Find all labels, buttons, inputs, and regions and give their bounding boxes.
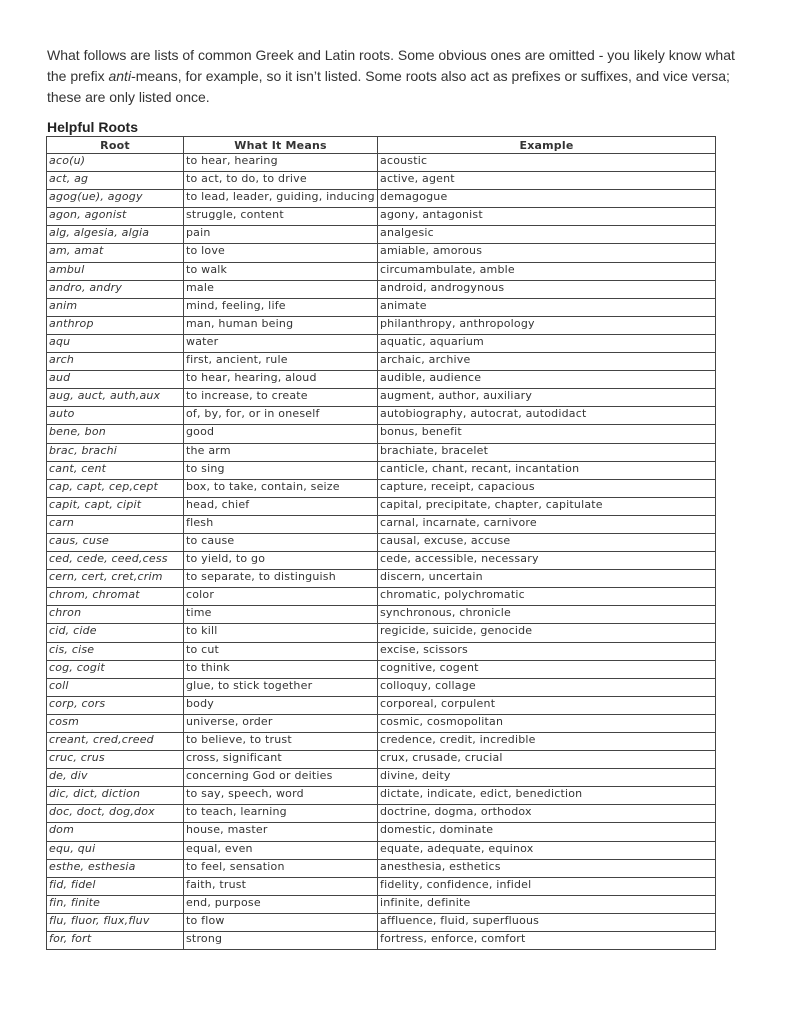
cell-meaning: time [184,606,378,624]
table-row [47,262,716,280]
cell-example: synchronous, chronicle [378,606,716,624]
cell-example: brachiate, bracelet [378,443,716,461]
cell-example: excise, scissors [378,642,716,660]
table-row [47,823,716,841]
table-row [47,859,716,877]
cell-root: de, div [47,769,184,787]
cell-root: act, ag [47,172,184,190]
cell-root: doc, doct, dog,dox [47,805,184,823]
table-row [47,407,716,425]
table-row [47,642,716,660]
cell-meaning: mind, feeling, life [184,298,378,316]
table-row [47,515,716,533]
cell-meaning: to sing [184,461,378,479]
cell-example: audible, audience [378,371,716,389]
table-row [47,190,716,208]
table-row [47,660,716,678]
cell-root: brac, brachi [47,443,184,461]
cell-root: cant, cent [47,461,184,479]
table-row [47,678,716,696]
cell-root: chrom, chromat [47,588,184,606]
table-row [47,479,716,497]
cell-example: equate, adequate, equinox [378,841,716,859]
table-row [47,841,716,859]
cell-meaning: concerning God or deities [184,769,378,787]
cell-example: discern, uncertain [378,570,716,588]
intro-text-continued: -means, for example, so it isn’t listed. Some roots also act as prefixes or suffixes, and vice versa; these are only listed once. [47,68,730,105]
cell-example: bonus, benefit [378,425,716,443]
table-row [47,624,716,642]
cell-meaning: strong [184,932,378,950]
cell-meaning: box, to take, contain, seize [184,479,378,497]
cell-root: flu, fluor, flux,fluv [47,913,184,931]
cell-root: corp, cors [47,696,184,714]
table-header-row [47,137,716,154]
cell-meaning: water [184,334,378,352]
table-row [47,389,716,407]
cell-meaning: equal, even [184,841,378,859]
cell-root: dic, dict, diction [47,787,184,805]
cell-root: cruc, crus [47,751,184,769]
cell-meaning: house, master [184,823,378,841]
cell-root: cosm [47,714,184,732]
cell-meaning: pain [184,226,378,244]
cell-root: arch [47,353,184,371]
cell-meaning: man, human being [184,316,378,334]
cell-example: corporeal, corpulent [378,696,716,714]
cell-meaning: flesh [184,515,378,533]
header-meaning: What It Means [184,137,378,154]
cell-example: analgesic [378,226,716,244]
table-row [47,334,716,352]
cell-example: canticle, chant, recant, incantation [378,461,716,479]
table-row [47,805,716,823]
cell-meaning: to increase, to create [184,389,378,407]
table-row [47,588,716,606]
table-row [47,371,716,389]
cell-root: bene, bon [47,425,184,443]
cell-meaning: to believe, to trust [184,733,378,751]
cell-root: equ, qui [47,841,184,859]
cell-example: credence, credit, incredible [378,733,716,751]
cell-root: agog(ue), agogy [47,190,184,208]
cell-example: cede, accessible, necessary [378,552,716,570]
cell-example: chromatic, polychromatic [378,588,716,606]
cell-root: ambul [47,262,184,280]
cell-root: cog, cogit [47,660,184,678]
cell-example: agony, antagonist [378,208,716,226]
table-row [47,751,716,769]
cell-example: cosmic, cosmopolitan [378,714,716,732]
cell-root: carn [47,515,184,533]
cell-root: agon, agonist [47,208,184,226]
cell-example: philanthropy, anthropology [378,316,716,334]
cell-meaning: of, by, for, or in oneself [184,407,378,425]
cell-root: andro, andry [47,280,184,298]
cell-meaning: to love [184,244,378,262]
cell-example: archaic, archive [378,353,716,371]
table-row [47,425,716,443]
cell-root: cis, cise [47,642,184,660]
table-row [47,787,716,805]
cell-meaning: to cause [184,533,378,551]
cell-meaning: to say, speech, word [184,787,378,805]
cell-example: cognitive, cogent [378,660,716,678]
table-row [47,316,716,334]
table-row [47,932,716,950]
cell-example: anesthesia, esthetics [378,859,716,877]
cell-root: ced, cede, ceed,cess [47,552,184,570]
table-row [47,733,716,751]
cell-meaning: glue, to stick together [184,678,378,696]
cell-example: android, androgynous [378,280,716,298]
intro-text: What follows are lists of common Greek and Latin roots. Some obvious ones are omitted - you likely know what the prefix [47,47,735,84]
cell-root: fin, finite [47,895,184,913]
cell-meaning: to hear, hearing [184,154,378,172]
cell-root: aco(u) [47,154,184,172]
table-row [47,154,716,172]
cell-root: cern, cert, cret,crim [47,570,184,588]
cell-root: coll [47,678,184,696]
table-row [47,533,716,551]
cell-meaning: head, chief [184,497,378,515]
table-row [47,877,716,895]
table-row [47,226,716,244]
cell-example: divine, deity [378,769,716,787]
cell-root: cid, cide [47,624,184,642]
table-row [47,552,716,570]
cell-root: for, fort [47,932,184,950]
table-row [47,443,716,461]
cell-meaning: the arm [184,443,378,461]
table-row [47,280,716,298]
cell-example: capital, precipitate, chapter, capitulate [378,497,716,515]
cell-example: affluence, fluid, superfluous [378,913,716,931]
cell-example: capture, receipt, capacious [378,479,716,497]
table-row [47,298,716,316]
table-row [47,769,716,787]
cell-example: dictate, indicate, edict, benediction [378,787,716,805]
cell-meaning: male [184,280,378,298]
cell-root: cap, capt, cep,cept [47,479,184,497]
cell-meaning: cross, significant [184,751,378,769]
cell-example: regicide, suicide, genocide [378,624,716,642]
cell-example: colloquy, collage [378,678,716,696]
cell-root: dom [47,823,184,841]
cell-meaning: to think [184,660,378,678]
cell-example: crux, crusade, crucial [378,751,716,769]
cell-example: circumambulate, amble [378,262,716,280]
cell-root: caus, cuse [47,533,184,551]
table-row [47,714,716,732]
cell-root: alg, algesia, algia [47,226,184,244]
roots-table [46,136,716,950]
cell-meaning: to separate, to distinguish [184,570,378,588]
cell-example: augment, author, auxiliary [378,389,716,407]
cell-meaning: struggle, content [184,208,378,226]
cell-meaning: good [184,425,378,443]
cell-example: autobiography, autocrat, autodidact [378,407,716,425]
table-row [47,172,716,190]
cell-meaning: color [184,588,378,606]
table-row [47,244,716,262]
cell-meaning: to hear, hearing, aloud [184,371,378,389]
cell-example: aquatic, aquarium [378,334,716,352]
header-example: Example [378,137,716,154]
cell-root: aqu [47,334,184,352]
cell-root: fid, fidel [47,877,184,895]
cell-example: acoustic [378,154,716,172]
cell-meaning: first, ancient, rule [184,353,378,371]
cell-example: active, agent [378,172,716,190]
cell-example: animate [378,298,716,316]
cell-root: am, amat [47,244,184,262]
cell-meaning: to cut [184,642,378,660]
cell-example: amiable, amorous [378,244,716,262]
cell-example: fortress, enforce, comfort [378,932,716,950]
cell-meaning: to yield, to go [184,552,378,570]
table-row [47,606,716,624]
table-row [47,208,716,226]
cell-meaning: to act, to do, to drive [184,172,378,190]
cell-meaning: body [184,696,378,714]
cell-root: aud [47,371,184,389]
cell-meaning: to teach, learning [184,805,378,823]
cell-meaning: to feel, sensation [184,859,378,877]
cell-meaning: end, purpose [184,895,378,913]
table-row [47,913,716,931]
cell-meaning: to walk [184,262,378,280]
cell-meaning: faith, trust [184,877,378,895]
cell-example: causal, excuse, accuse [378,533,716,551]
intro-emphasis: anti [108,68,132,84]
section-heading: Helpful Roots [47,119,138,135]
cell-example: demagogue [378,190,716,208]
cell-root: esthe, esthesia [47,859,184,877]
table-row [47,895,716,913]
cell-example: infinite, definite [378,895,716,913]
cell-root: aug, auct, auth,aux [47,389,184,407]
cell-root: creant, cred,creed [47,733,184,751]
cell-root: capit, capt, cipit [47,497,184,515]
table-row [47,497,716,515]
table-row [47,570,716,588]
header-root: Root [47,137,184,154]
cell-example: carnal, incarnate, carnivore [378,515,716,533]
cell-root: chron [47,606,184,624]
cell-root: auto [47,407,184,425]
cell-meaning: to kill [184,624,378,642]
intro-paragraph [47,45,747,108]
cell-meaning: to lead, leader, guiding, inducing [184,190,378,208]
table-row [47,353,716,371]
table-row [47,696,716,714]
cell-example: fidelity, confidence, infidel [378,877,716,895]
cell-meaning: universe, order [184,714,378,732]
cell-root: anim [47,298,184,316]
table-row [47,461,716,479]
cell-example: domestic, dominate [378,823,716,841]
cell-meaning: to flow [184,913,378,931]
cell-root: anthrop [47,316,184,334]
cell-example: doctrine, dogma, orthodox [378,805,716,823]
